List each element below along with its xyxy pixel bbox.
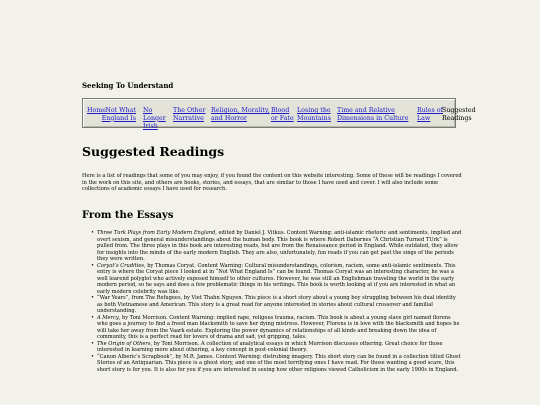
- nav-item-religion-morality-horror[interactable]: [211, 107, 273, 123]
- reading-item-origin-of-others: [97, 341, 462, 354]
- main-navigation: [82, 98, 476, 130]
- reading-item-three-turk-plays: [97, 230, 462, 263]
- nav-item-suggested-readings-current: Suggested Readings: [442, 107, 476, 122]
- nav-link-religion-morality-horror[interactable]: Religion, Morality, and Horror: [211, 107, 270, 122]
- nav-item-rules-of-law[interactable]: [417, 107, 443, 123]
- site-title: Seeking To Understand: [82, 81, 174, 90]
- nav-item-no-longer-irish[interactable]: [143, 107, 173, 130]
- intro-paragraph: Here is a list of readings that some of you may enjoy, if you found the content on this website interesting. Some of these will be readings I covered in the work on this site, and others are books, stories, and essays, that are similar to those I have used and cover. I will also include some collections of academic essays I have used for research.: [82, 173, 462, 192]
- section-title: From the Essays: [82, 210, 174, 221]
- nav-link-the-other-narrative[interactable]: The Other Narrative: [173, 107, 206, 122]
- reading-description: , by Toni Morrison. A collection of analytical essays in which Morrison discusses othering. Great choice for those interested in learning more about othering, a key concept in post-colonial theory.: [97, 340, 443, 353]
- reading-title: A Mercy: [97, 314, 119, 321]
- nav-item-blood-or-fate[interactable]: [271, 107, 297, 123]
- reading-description: “War Years”, from The Refugees, by Viet Thahn Nguyen. This piece is a short story about a young boy struggling between his dual identity as both Vietnamese and American. This story is a great read for anyone interested in stories about cultural crossover and familial understanding.: [97, 295, 456, 314]
- nav-link-time-and-relative-dimensions[interactable]: Time and Relative Dimensions in Culture: [337, 107, 409, 122]
- reading-description: “Canon Alberic's Scrapbook”, by M.R. James. Content Warning: distrubing imagery. This short story can be found in a collection titled Ghost Stories of an Antiquarian. This piece is a ghost story, and one of the most terrifying ones I have read. For those wanting a good scare, this short story is for you. It is also for you if you are interested in seeing how other religions viewed Catholicism in the early 1900s in England.: [97, 353, 461, 373]
- reading-title: The Origin of Others: [97, 340, 151, 347]
- reading-item-coryats-crudities: [97, 263, 462, 296]
- nav-item-time-and-relative-dimensions[interactable]: [337, 107, 419, 123]
- reading-item-a-mercy: [97, 315, 462, 341]
- nav-link-home[interactable]: Home: [87, 107, 106, 114]
- nav-item-home[interactable]: [87, 107, 106, 115]
- nav-link-no-longer-irish[interactable]: No Longer Irish: [143, 107, 166, 130]
- reading-description: , by Thomas Coryat. Content Warning: Cultural misunderstandings, colorism, racism, some anti-islamic sentiments. This entry is where the Coryat piece I looked at in “Not What England Is” can be found. Thomas Coryat was an interesting character, he was a well learend polyglot who actively exposed himself to other cultures. However, he was still an Englishman traveling the world in the early modern period, so he says and does a few problematic things in his writings. This book is worth looking at if you are interested in what an early modern celebrity was like.: [97, 262, 456, 295]
- nav-item-losing-the-mountains[interactable]: [297, 107, 337, 123]
- reading-item-war-years: [97, 295, 462, 315]
- nav-item-not-what-england-is[interactable]: [101, 107, 136, 123]
- reading-title: Coryat’s Crudities: [97, 262, 145, 269]
- readings-list: [82, 230, 462, 373]
- nav-link-rules-of-law[interactable]: Rules of Law: [417, 107, 443, 122]
- page-title: Suggested Readings: [82, 144, 225, 159]
- reading-description: , by Toni Morrison. Content Warning: implied rape, religous trauma, racism. This book is about a young slave girl named florens who goes a journey to find a freed man blacksmith to save her dying mistress. However, Florens is in love with the blacksmith and hopes he will take her away from the Vaark estate. Exploring the power dynamics of relationships of all kinds and breaking down the idea of community, this is a perfect read for lovers of drama and sad, yet gripping, tales.: [97, 314, 460, 340]
- reading-item-canon-alberics-scrapbook: [97, 354, 462, 374]
- nav-link-blood-or-fate[interactable]: Blood or Fate: [271, 107, 294, 122]
- reading-title: Three Turk Plays from Early Modern England: [97, 230, 216, 236]
- nav-link-losing-the-mountains[interactable]: Losing the Mountains: [297, 107, 331, 122]
- nav-link-not-what-england-is[interactable]: Not What England Is: [101, 107, 136, 122]
- reading-description: , edited by Daniel J. Vitkus. Content Warning: anti-islamic rhetoric and sentiments, implied and overt sexism, and general misunderstandings about the human body. This book is where Robert Dabornes “A Christian Turned TUrk” is pulled from. The three plays in this book are interesting reads, but are from the Renaissance period in England. While outdated, they allow for insights into the minds of the early modern English. They are also, unfortunately, fun reads if you can get past the sings of the periods they were written.: [97, 230, 462, 262]
- nav-item-the-other-narrative[interactable]: [173, 107, 207, 123]
